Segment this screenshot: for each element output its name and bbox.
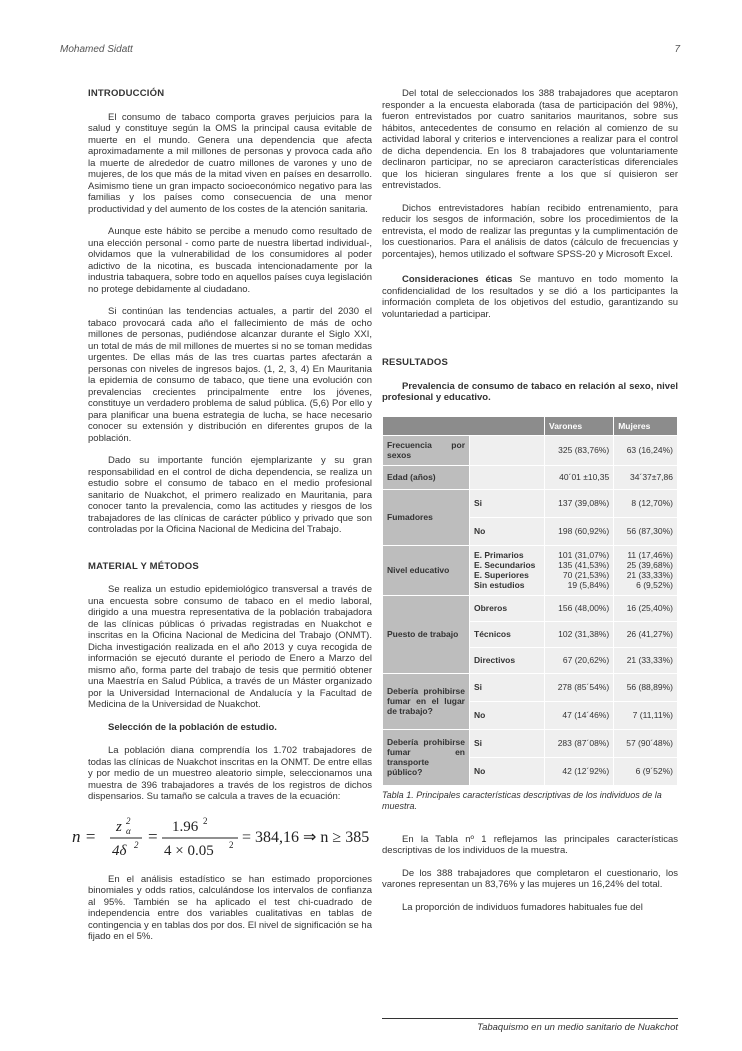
row-label-prohibir-transporte: Debería prohibirse fumar en transporte público? — [383, 729, 470, 785]
formula-den2: 4 × 0.05 — [164, 842, 214, 859]
formula-eq: = — [148, 826, 158, 846]
formula-den1: 4δ — [112, 842, 127, 859]
results-paragraph-3: La proporción de individuos fumadores habituales fue del — [402, 901, 643, 913]
table-row: Debería prohibirse fumar en transporte público? Si 283 (87´08%) 57 (90´48%) — [383, 729, 678, 757]
table-row: Fumadores Si 137 (39,08%) 8 (12,70%) — [383, 489, 678, 517]
row-label-nivel-educativo: Nivel educativo — [383, 545, 470, 595]
table-row: Debería prohibirse fumar en el lugar de trabajo? Si 278 (85´54%) 56 (88,89%) — [383, 673, 678, 701]
formula-lhs: n = — [72, 826, 97, 846]
running-title: Tabaquismo en un medio sanitario de Nuakchot — [477, 1022, 678, 1033]
results-paragraph-2: De los 388 trabajadores que completaron el cuestionario, los varones representan un 83,76% y las mujeres un 16,24% del total. — [382, 867, 678, 890]
ethics-text: Se mantuvo en todo momento la confidencialidad de los resultados y se dió a los participantes la información completa de los objetivos del estudio, garantizando su voluntariedad a participar. — [382, 274, 678, 320]
formula-num1-sup: 2 — [126, 815, 131, 826]
selection-heading: Selección de la población de estudio. — [108, 721, 277, 733]
table-row: No 47 (14´46%) 7 (11,11%) — [383, 701, 678, 729]
analysis-paragraph: En el análisis estadístico se han estimado proporciones binomiales y odds ratios, calculándose los intervalos de confianza al 95%. También se ha aplicado el test chi-cuadrado de independencia entre dos variables cualitativas en tablas de contingencia y en tablas dos por dos. El nivel de significación se ha fijado en el 5%. — [88, 873, 372, 942]
page-number: 7 — [674, 44, 680, 55]
row-label-prohibir-trabajo: Debería prohibirse fumar en el lugar de trabajo? — [383, 673, 470, 729]
ethics-paragraph — [382, 274, 678, 320]
table-row: Puesto de trabajo Obreros 156 (48,00%) 16 (25,40%) — [383, 595, 678, 621]
ethics-label: Consideraciones éticas — [402, 274, 513, 285]
formula-result: = 384,16 ⇒ n ≥ 385 — [242, 828, 370, 846]
intro-paragraph-4: Dado su importante función ejemplarizante y su gran responsabilidad en el control de dicha dependencia, se realiza un estudio sobre el consumo de tabaco en el medio profesional sanitario de Nuakchot, el primero realizado en Mauritania, para conocer tanto la prevalencia, como las actitudes y riesgos de los trabajadores de las clínicas de carácter público y privado que son controladas por la Oficina Nacional de Medicina del Trabajo. — [88, 455, 372, 535]
results-paragraph-1: En la Tabla nº 1 reflejamos las principales características descriptivas de los individuos de la muestra. — [382, 833, 678, 856]
formula-num2-sup: 2 — [203, 815, 208, 826]
table-1 — [382, 416, 678, 786]
interviewers-paragraph: Dichos entrevistadores habían recibido entrenamiento, para reducir los sesgos de información, sobre los procedimientos de la entrevista, el modo de realizar las preguntas y la cumplimentación de los cuestionarios. Para el análisis de datos (cálculo de frecuencias y porcentajes), hemos utilizado el software SPSS-20 y Microsoft Excel. — [382, 202, 678, 260]
col-mujeres: Mujeres — [614, 416, 678, 435]
row-label-frecuencia: Frecuencia por sexos — [383, 435, 470, 465]
formula-den1-sup: 2 — [134, 839, 139, 850]
col-varones: Varones — [545, 416, 614, 435]
intro-paragraph-1: El consumo de tabaco comporta graves perjuicios para la salud y constituye según la OMS la principal causa evitable de muerte en el mundo. Genera una dependencia que afecta aproximadamente a mil millones de personas y provoca cada año la muerte de alrededor de cuatro millones de varones y uno de mujeres, de los que más de la mitad viven en países en desarrollo. Asimismo tiene un gran impacto socioeconómico negativo para las familias y los países como consecuencia de una menor productividad y del aumento de los costes de la atención sanitaria. — [88, 111, 372, 215]
intro-heading: INTRODUCCIÓN — [88, 88, 165, 99]
running-author: Mohamed Sidatt — [60, 44, 133, 55]
row-label-fumadores: Fumadores — [383, 489, 470, 545]
formula-num2: 1.96 — [172, 818, 199, 835]
selection-paragraph: La población diana comprendía los 1.702 trabajadores de todas las clínicas de Nuakchot inscritas en la ONMT. De entre ellas y por medio de un muestreo aleatorio simple, seleccionamos una muestra de 396 trabajadores a través de los registros de dichos dispensarios. Su tamaño se calcula a traves de la ecuación: — [88, 745, 372, 802]
table-header-row — [383, 416, 678, 435]
table-row: Frecuencia por sexos 325 (83,76%) 63 (16,24%) — [383, 435, 678, 465]
table-row: Nivel educativo E. Primarios E. Secundarios E. Superiores Sin estudios 101 (31,07%) 135 (41,53%) 70 (21,53%) 19 (5,84%) 11 (17,46%) 25 (39,68%) 21 (33,33%) 6 (9,52%) — [383, 545, 678, 595]
formula-num1-sub: α — [126, 825, 131, 836]
table-row: Directivos 67 (20,62%) 21 (33,33%) — [383, 647, 678, 673]
formula-den2-sup: 2 — [229, 839, 234, 850]
table-caption: Tabla 1. Principales características descriptivas de los individuos de la muestra. — [382, 789, 662, 811]
row-label-puesto: Puesto de trabajo — [383, 595, 470, 673]
intro-paragraph-3: Si continúan las tendencias actuales, a partir del 2030 el tabaco provocará cada año el fallecimiento de más de ocho millones de personas, pudiéndose alcanzar durante el Siglo XXI, un total de más de mil millones de muertes si no se toman medidas urgentes. De ellas más de las tres cuartas partes afectarán a personas con niveles de ingresos bajos. (1, 2, 3, 4) En Mauritania la epidemia de consumo de tabaco, que tiene una evolución con prevalencias crecientes principalmente entre los jóvenes, constituye un verdadero problema de salud pública. (5,6) Por ello y para planificar una buena estrategia de lucha, se hace necesario conocer su extensión y distribución en diferentes grupos de la población. — [88, 306, 372, 444]
methods-paragraph-1: Se realiza un estudio epidemiológico transversal a través de una encuesta sobre consumo de tabaco en el medio laboral, dirigido a una muestra representativa de la población trabajadora de las clínicas públicas ó privadas registradas en Nuakchot e inscritas en la Oficina Nacional de Medicina del Trabajo (ONMT). Dicha investigación realizada en el año 2013 y cuya recogida de información se ejecutó durante el periodo de Enero a Marzo del mismo año, forma parte del trabajo de tesis que permitió obtener una Maestría en Salud Pública, a través de un Máster organizado por la Universidad Internacional de Andalucía y la Facultad de Medicina de la Universidad de Nuakchot. — [88, 584, 372, 710]
table-row: No 42 (12´92%) 6 (9´52%) — [383, 757, 678, 785]
formula-num1: z — [116, 818, 122, 835]
left-column — [72, 88, 372, 954]
table-row: Técnicos 102 (31,38%) 26 (41,27%) — [383, 621, 678, 647]
intro-paragraph-2: Aunque este hábito se percibe a menudo como resultado de una elección personal - como parte de nuestra libertad individual-, olvidamos que la vulnerabilidad de los consumidores al poder adictivo de la nicotina, es buscada intencionadamente por la industria tabaquera, sobre todo en aquellos países cuya legislación no protege debidamente al ciudadano. — [88, 226, 372, 295]
results-subheading: Prevalencia de consumo de tabaco en relación al sexo, nivel profesional y educativo. — [382, 380, 678, 403]
results-heading: RESULTADOS — [382, 357, 449, 368]
table-row: No 198 (60,92%) 56 (87,30%) — [383, 517, 678, 545]
participants-paragraph: Del total de seleccionados los 388 trabajadores que aceptaron responder a la encuesta elaborada (tasa de participación del 98%), fueron entrevistados por cuatro sanitarios mauritanos, sobre sus hábitos, antecedentes de consumo en relación al comienzo de su actividad laboral y criterios e intervenciones a realizar para el control de dicha dependencia. En los 8 trabajadores que voluntariamente declinaron participar, no se apreciaron características diferenciales que los hicieran singulares frente a los que sí quisieron ser entrevistados. — [382, 88, 678, 191]
right-column — [382, 88, 678, 924]
footer-rule — [382, 1018, 678, 1019]
row-label-edad: Edad (años) — [383, 465, 470, 489]
table-row: Edad (años) 40´01 ±10,35 34´37±7,86 — [383, 465, 678, 489]
methods-heading: MATERIAL Y MÉTODOS — [88, 560, 199, 572]
sample-size-formula — [72, 814, 372, 860]
